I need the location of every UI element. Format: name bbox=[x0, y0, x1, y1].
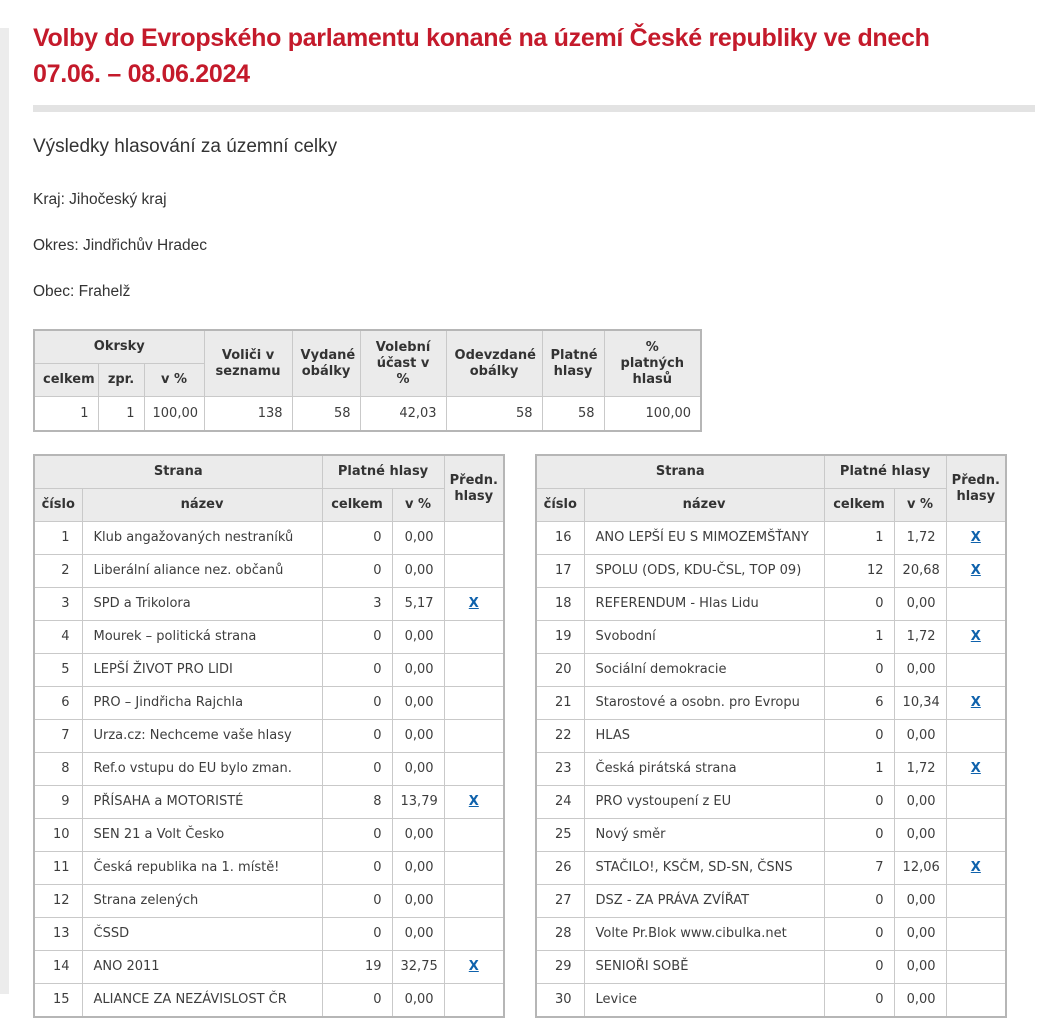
platne-hlasy-value: 58 bbox=[542, 397, 604, 432]
party-pref-cell bbox=[946, 753, 1006, 786]
party-votes-percent: 0,00 bbox=[392, 885, 444, 918]
col-header-odevzdane-obalky: Odevzdané obálky bbox=[446, 330, 542, 397]
volici-value: 138 bbox=[204, 397, 292, 432]
party-row bbox=[536, 984, 1006, 1018]
party-votes-total: 0 bbox=[322, 522, 392, 555]
party-row bbox=[536, 852, 1006, 885]
party-row bbox=[536, 555, 1006, 588]
pref-votes-link[interactable]: X bbox=[970, 563, 981, 578]
party-number: 30 bbox=[536, 984, 584, 1018]
party-votes-total: 0 bbox=[824, 786, 894, 819]
party-header-row-1 bbox=[34, 455, 504, 489]
party-row bbox=[536, 621, 1006, 654]
page-title bbox=[33, 20, 1035, 92]
party-name: Ref.o vstupu do EU bylo zman. bbox=[82, 753, 322, 786]
party-pref-cell bbox=[946, 621, 1006, 654]
nazev-header: název bbox=[584, 489, 824, 522]
party-votes-total: 1 bbox=[824, 753, 894, 786]
party-votes-percent: 20,68 bbox=[894, 555, 946, 588]
summary-header-row-1 bbox=[34, 330, 701, 364]
party-votes-percent: 0,00 bbox=[392, 555, 444, 588]
party-votes-percent: 0,00 bbox=[894, 885, 946, 918]
party-pref-cell bbox=[444, 819, 504, 852]
party-votes-percent: 0,00 bbox=[392, 984, 444, 1018]
party-votes-total: 0 bbox=[824, 654, 894, 687]
party-votes-percent: 0,00 bbox=[894, 984, 946, 1018]
party-votes-total: 19 bbox=[322, 951, 392, 984]
party-number: 3 bbox=[34, 588, 82, 621]
party-pref-cell bbox=[444, 885, 504, 918]
party-number: 22 bbox=[536, 720, 584, 753]
party-pref-cell bbox=[444, 984, 504, 1018]
party-pref-cell bbox=[946, 984, 1006, 1018]
party-votes-percent: 0,00 bbox=[894, 786, 946, 819]
pct-platnych-value: 100,00 bbox=[604, 397, 701, 432]
party-name: ANO 2011 bbox=[82, 951, 322, 984]
party-votes-percent: 0,00 bbox=[392, 753, 444, 786]
party-pref-cell bbox=[946, 588, 1006, 621]
party-name: SPD a Trikolora bbox=[82, 588, 322, 621]
party-votes-total: 0 bbox=[824, 720, 894, 753]
party-name: SEN 21 a Volt Česko bbox=[82, 819, 322, 852]
party-pref-cell bbox=[946, 918, 1006, 951]
party-votes-percent: 0,00 bbox=[894, 654, 946, 687]
turnout-summary-table bbox=[33, 329, 702, 432]
party-votes-total: 0 bbox=[322, 819, 392, 852]
party-number: 19 bbox=[536, 621, 584, 654]
results-page bbox=[0, 20, 1047, 1018]
party-row bbox=[34, 555, 504, 588]
party-name: Česká republika na 1. místě! bbox=[82, 852, 322, 885]
party-pref-cell bbox=[946, 654, 1006, 687]
party-row bbox=[536, 885, 1006, 918]
party-number: 12 bbox=[34, 885, 82, 918]
party-name: Klub angažovaných nestraníků bbox=[82, 522, 322, 555]
platne-hlasy-group-header: Platné hlasy bbox=[322, 455, 444, 489]
party-row bbox=[536, 753, 1006, 786]
celkem-header: celkem bbox=[824, 489, 894, 522]
okrsky-group-header: Okrsky bbox=[34, 330, 204, 364]
party-pref-cell bbox=[444, 687, 504, 720]
party-pref-cell bbox=[946, 819, 1006, 852]
party-votes-total: 0 bbox=[322, 918, 392, 951]
predn-hlasy-header: Předn. hlasy bbox=[946, 455, 1006, 522]
party-name: Česká pirátská strana bbox=[584, 753, 824, 786]
party-row bbox=[536, 918, 1006, 951]
party-votes-percent: 0,00 bbox=[392, 918, 444, 951]
party-name: Levice bbox=[584, 984, 824, 1018]
party-tables-container bbox=[33, 454, 1035, 1018]
party-votes-total: 12 bbox=[824, 555, 894, 588]
party-votes-total: 3 bbox=[322, 588, 392, 621]
party-number: 9 bbox=[34, 786, 82, 819]
party-votes-percent: 1,72 bbox=[894, 522, 946, 555]
party-votes-percent: 0,00 bbox=[392, 852, 444, 885]
title-divider bbox=[33, 105, 1035, 112]
party-number: 28 bbox=[536, 918, 584, 951]
col-header-pct-platnych: % platných hlasů bbox=[604, 330, 701, 397]
party-votes-total: 0 bbox=[322, 885, 392, 918]
party-name: ČSSD bbox=[82, 918, 322, 951]
col-header-vydane-obalky: Vydané obálky bbox=[292, 330, 360, 397]
party-number: 10 bbox=[34, 819, 82, 852]
party-number: 25 bbox=[536, 819, 584, 852]
party-row bbox=[536, 819, 1006, 852]
party-votes-total: 0 bbox=[322, 654, 392, 687]
party-pref-cell bbox=[444, 654, 504, 687]
party-votes-total: 0 bbox=[322, 720, 392, 753]
volebni-ucast-value: 42,03 bbox=[360, 397, 446, 432]
party-name: REFERENDUM - Hlas Lidu bbox=[584, 588, 824, 621]
party-name: PRO vystoupení z EU bbox=[584, 786, 824, 819]
party-number: 27 bbox=[536, 885, 584, 918]
party-votes-total: 0 bbox=[322, 621, 392, 654]
pref-votes-link[interactable]: X bbox=[970, 629, 981, 644]
party-votes-percent: 10,34 bbox=[894, 687, 946, 720]
party-votes-total: 6 bbox=[824, 687, 894, 720]
party-votes-percent: 0,00 bbox=[392, 522, 444, 555]
strana-group-header: Strana bbox=[34, 455, 322, 489]
party-row bbox=[536, 654, 1006, 687]
party-number: 11 bbox=[34, 852, 82, 885]
odevzdane-obalky-value: 58 bbox=[446, 397, 542, 432]
party-row bbox=[34, 621, 504, 654]
v-pct-header: v % bbox=[392, 489, 444, 522]
party-pref-cell bbox=[444, 951, 504, 984]
party-row bbox=[536, 522, 1006, 555]
party-name: Mourek – politická strana bbox=[82, 621, 322, 654]
party-pref-cell bbox=[946, 555, 1006, 588]
party-results-table-right bbox=[535, 454, 1007, 1018]
col-header-okrsky-zpr: zpr. bbox=[98, 364, 144, 397]
party-votes-percent: 0,00 bbox=[894, 588, 946, 621]
party-votes-total: 7 bbox=[824, 852, 894, 885]
page-title-line2: 07.06. – 08.06.2024 bbox=[33, 60, 250, 88]
pref-votes-link[interactable]: X bbox=[468, 959, 479, 974]
party-votes-total: 1 bbox=[824, 621, 894, 654]
party-name: SENIOŘI SOBĚ bbox=[584, 951, 824, 984]
party-pref-cell bbox=[444, 588, 504, 621]
party-row bbox=[34, 885, 504, 918]
col-header-volici-v-seznamu: Voliči v seznamu bbox=[204, 330, 292, 397]
party-number: 26 bbox=[536, 852, 584, 885]
party-pref-cell bbox=[444, 918, 504, 951]
col-header-okrsky-v-pct: v % bbox=[144, 364, 204, 397]
party-name: Svobodní bbox=[584, 621, 824, 654]
party-number: 29 bbox=[536, 951, 584, 984]
cislo-header: číslo bbox=[536, 489, 584, 522]
party-votes-percent: 1,72 bbox=[894, 621, 946, 654]
party-votes-total: 0 bbox=[824, 984, 894, 1018]
party-number: 8 bbox=[34, 753, 82, 786]
party-votes-total: 0 bbox=[824, 819, 894, 852]
pref-votes-link[interactable]: X bbox=[970, 860, 981, 875]
party-name: SPOLU (ODS, KDU-ČSL, TOP 09) bbox=[584, 555, 824, 588]
left-edge-strip bbox=[0, 28, 9, 994]
celkem-header: celkem bbox=[322, 489, 392, 522]
party-votes-total: 0 bbox=[824, 951, 894, 984]
okrsky-pct-value: 100,00 bbox=[144, 397, 204, 432]
party-name: STAČILO!, KSČM, SD-SN, ČSNS bbox=[584, 852, 824, 885]
party-name: DSZ - ZA PRÁVA ZVÍŘAT bbox=[584, 885, 824, 918]
party-pref-cell bbox=[444, 753, 504, 786]
party-number: 16 bbox=[536, 522, 584, 555]
party-votes-total: 0 bbox=[824, 918, 894, 951]
party-pref-cell bbox=[946, 885, 1006, 918]
party-number: 21 bbox=[536, 687, 584, 720]
party-number: 14 bbox=[34, 951, 82, 984]
pref-votes-link[interactable]: X bbox=[468, 794, 479, 809]
party-row bbox=[34, 852, 504, 885]
strana-group-header: Strana bbox=[536, 455, 824, 489]
party-row bbox=[536, 687, 1006, 720]
party-pref-cell bbox=[946, 786, 1006, 819]
party-number: 7 bbox=[34, 720, 82, 753]
party-votes-percent: 0,00 bbox=[392, 621, 444, 654]
party-name: ANO LEPŠÍ EU S MIMOZEMŠŤANY bbox=[584, 522, 824, 555]
party-row bbox=[34, 654, 504, 687]
region-line-obec: Obec: Frahelž bbox=[33, 283, 131, 300]
party-votes-percent: 0,00 bbox=[392, 687, 444, 720]
party-number: 23 bbox=[536, 753, 584, 786]
party-pref-cell bbox=[946, 522, 1006, 555]
party-row bbox=[34, 951, 504, 984]
party-votes-percent: 0,00 bbox=[392, 654, 444, 687]
region-line-okres: Okres: Jindřichův Hradec bbox=[33, 237, 208, 254]
party-votes-percent: 5,17 bbox=[392, 588, 444, 621]
party-number: 24 bbox=[536, 786, 584, 819]
party-votes-percent: 0,00 bbox=[894, 951, 946, 984]
party-row bbox=[34, 720, 504, 753]
pref-votes-link[interactable]: X bbox=[970, 530, 981, 545]
party-row bbox=[34, 522, 504, 555]
party-header-row-2 bbox=[536, 489, 1006, 522]
okrsky-celkem-value: 1 bbox=[34, 397, 98, 432]
col-header-platne-hlasy: Platné hlasy bbox=[542, 330, 604, 397]
party-pref-cell bbox=[444, 621, 504, 654]
party-pref-cell bbox=[444, 852, 504, 885]
party-number: 4 bbox=[34, 621, 82, 654]
party-row bbox=[536, 786, 1006, 819]
party-votes-percent: 12,06 bbox=[894, 852, 946, 885]
party-name: Strana zelených bbox=[82, 885, 322, 918]
section-heading: Výsledky hlasování za územní celky bbox=[33, 136, 338, 157]
party-votes-total: 8 bbox=[322, 786, 392, 819]
col-header-okrsky-celkem: celkem bbox=[34, 364, 98, 397]
party-pref-cell bbox=[444, 555, 504, 588]
party-row bbox=[34, 918, 504, 951]
party-number: 15 bbox=[34, 984, 82, 1018]
okrsky-zpr-value: 1 bbox=[98, 397, 144, 432]
party-row bbox=[536, 588, 1006, 621]
party-name: Sociální demokracie bbox=[584, 654, 824, 687]
party-votes-total: 0 bbox=[322, 555, 392, 588]
party-row bbox=[34, 984, 504, 1018]
v-pct-header: v % bbox=[894, 489, 946, 522]
col-header-volebni-ucast: Volební účast v % bbox=[360, 330, 446, 397]
party-votes-percent: 1,72 bbox=[894, 753, 946, 786]
party-votes-total: 0 bbox=[824, 885, 894, 918]
party-votes-total: 0 bbox=[322, 753, 392, 786]
party-votes-percent: 0,00 bbox=[894, 918, 946, 951]
party-pref-cell bbox=[444, 720, 504, 753]
party-pref-cell bbox=[444, 522, 504, 555]
pref-votes-link[interactable]: X bbox=[468, 596, 479, 611]
party-row bbox=[536, 951, 1006, 984]
party-number: 1 bbox=[34, 522, 82, 555]
predn-hlasy-header: Předn. hlasy bbox=[444, 455, 504, 522]
vydane-obalky-value: 58 bbox=[292, 397, 360, 432]
party-header-row-1 bbox=[536, 455, 1006, 489]
party-number: 20 bbox=[536, 654, 584, 687]
pref-votes-link[interactable]: X bbox=[970, 695, 981, 710]
party-number: 17 bbox=[536, 555, 584, 588]
summary-data-row bbox=[34, 397, 701, 432]
party-name: Liberální aliance nez. občanů bbox=[82, 555, 322, 588]
party-name: LEPŠÍ ŽIVOT PRO LIDI bbox=[82, 654, 322, 687]
party-pref-cell bbox=[946, 720, 1006, 753]
party-pref-cell bbox=[946, 951, 1006, 984]
page-title-line1: Volby do Evropského parlamentu konané na území České republiky ve dnech bbox=[33, 24, 930, 52]
party-number: 18 bbox=[536, 588, 584, 621]
party-votes-percent: 32,75 bbox=[392, 951, 444, 984]
party-name: Volte Pr.Blok www.cibulka.net bbox=[584, 918, 824, 951]
platne-hlasy-group-header: Platné hlasy bbox=[824, 455, 946, 489]
party-row bbox=[34, 753, 504, 786]
party-row bbox=[536, 720, 1006, 753]
party-row bbox=[34, 687, 504, 720]
party-votes-percent: 0,00 bbox=[392, 819, 444, 852]
party-votes-percent: 0,00 bbox=[392, 720, 444, 753]
party-number: 6 bbox=[34, 687, 82, 720]
party-name: HLAS bbox=[584, 720, 824, 753]
party-votes-total: 0 bbox=[322, 984, 392, 1018]
party-pref-cell bbox=[946, 852, 1006, 885]
party-row bbox=[34, 588, 504, 621]
party-pref-cell bbox=[946, 687, 1006, 720]
party-pref-cell bbox=[444, 786, 504, 819]
party-votes-total: 0 bbox=[322, 687, 392, 720]
party-number: 5 bbox=[34, 654, 82, 687]
party-name: PŘÍSAHA a MOTORISTÉ bbox=[82, 786, 322, 819]
party-row bbox=[34, 819, 504, 852]
region-line-kraj: Kraj: Jihočeský kraj bbox=[33, 191, 167, 208]
party-votes-percent: 13,79 bbox=[392, 786, 444, 819]
party-votes-total: 1 bbox=[824, 522, 894, 555]
party-votes-total: 0 bbox=[824, 588, 894, 621]
party-name: PRO – Jindřicha Rajchla bbox=[82, 687, 322, 720]
pref-votes-link[interactable]: X bbox=[970, 761, 981, 776]
party-header-row-2 bbox=[34, 489, 504, 522]
party-name: ALIANCE ZA NEZÁVISLOST ČR bbox=[82, 984, 322, 1018]
cislo-header: číslo bbox=[34, 489, 82, 522]
party-votes-percent: 0,00 bbox=[894, 819, 946, 852]
party-row bbox=[34, 786, 504, 819]
party-votes-total: 0 bbox=[322, 852, 392, 885]
party-results-table-left bbox=[33, 454, 505, 1018]
party-number: 13 bbox=[34, 918, 82, 951]
party-votes-percent: 0,00 bbox=[894, 720, 946, 753]
nazev-header: název bbox=[82, 489, 322, 522]
party-number: 2 bbox=[34, 555, 82, 588]
party-name: Starostové a osobn. pro Evropu bbox=[584, 687, 824, 720]
party-name: Nový směr bbox=[584, 819, 824, 852]
party-name: Urza.cz: Nechceme vaše hlasy bbox=[82, 720, 322, 753]
